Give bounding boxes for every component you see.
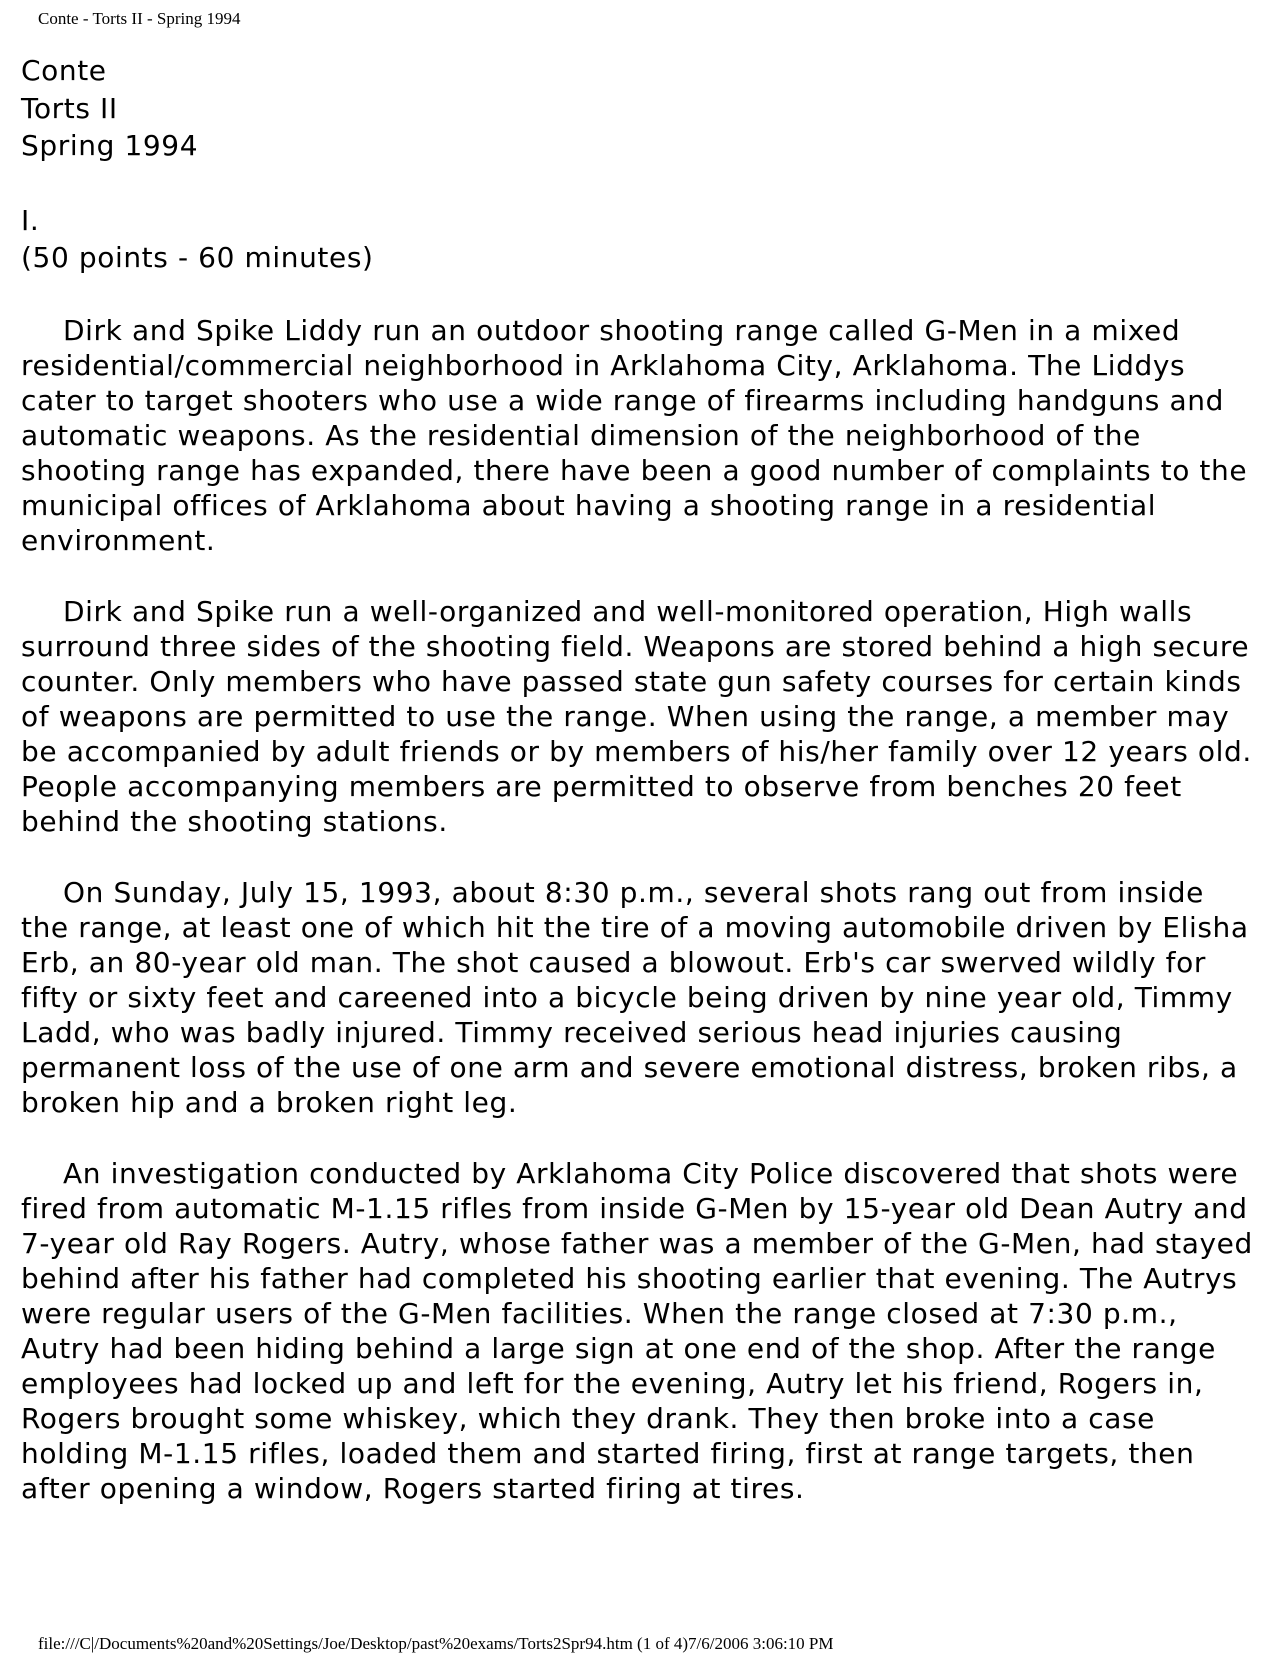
fact-paragraph-3: On Sunday, July 15, 1993, about 8:30 p.m., several shots rang out from inside the range, at least one of which hit the tire of a moving automobile driven by Elisha Erb, an 80-year old man. The shot caused a blowout. Erb's car swerved wildly for fifty or sixty feet and careened into a bicycle being driven by nine year old, Timmy Ladd, who was badly injured. Timmy received serious head injuries causing permanent loss of the use of one arm and severe emotional distress, broken ribs, a broken hip and a broken right leg. — [21, 875, 1249, 1119]
document-body — [21, 52, 1261, 1506]
question-header — [21, 202, 1261, 277]
print-footer: file:///C|/Documents%20and%20Settings/Joe/Desktop/past%20exams/Torts2Spr94.htm (1 of 4)7/6/2006 3:06:10 PM — [38, 1634, 834, 1653]
fact-paragraph-4: An investigation conducted by Arklahoma City Police discovered that shots were fired from automatic M-1.15 rifles from inside G-Men by 15-year old Dean Autry and 7-year old Ray Rogers. Autry, whose father was a member of the G-Men, had stayed behind after his father had completed his shooting earlier that evening. The Autrys were regular users of the G-Men facilities. When the range closed at 7:30 p.m., Autry had been hiding behind a large sign at one end of the shop. After the range employees had locked up and left for the evening, Autry let his friend, Rogers in, Rogers brought some whiskey, which they drank. They then broke into a case holding M-1.15 rifles, loaded them and started firing, first at range targets, then after opening a window, Rogers started firing at tires. — [21, 1156, 1253, 1505]
professor-name: Conte — [21, 54, 107, 87]
question-points: (50 points - 60 minutes) — [21, 241, 374, 274]
print-header: Conte - Torts II - Spring 1994 — [38, 9, 241, 28]
fact-paragraph-1: Dirk and Spike Liddy run an outdoor shooting range called G-Men in a mixed residential/commercial neighborhood in Arklahoma City, Arklahoma. The Liddys cater to target shooters who use a wide range of firearms including handguns and automatic weapons. As the residential dimension of the neighborhood of the shooting range has expanded, there have been a good number of complaints to the municipal offices of Arklahoma about having a shooting range in a residential environment. — [21, 313, 1248, 557]
course-name: Torts II — [21, 91, 118, 125]
exam-heading — [21, 52, 1261, 165]
question-number: I. — [21, 203, 40, 237]
fact-paragraph-2: Dirk and Spike run a well-organized and well-monitored operation, High walls surround three sides of the shooting field. Weapons are stored behind a high secure counter. Only members who have passed state gun safety courses for certain kinds of weapons are permitted to use the range. When using the range, a member may be accompanied by adult friends or by members of his/her family over 12 years old. People accompanying members are permitted to observe from benches 20 feet behind the shooting stations. — [21, 594, 1252, 838]
exam-term: Spring 1994 — [21, 129, 199, 162]
